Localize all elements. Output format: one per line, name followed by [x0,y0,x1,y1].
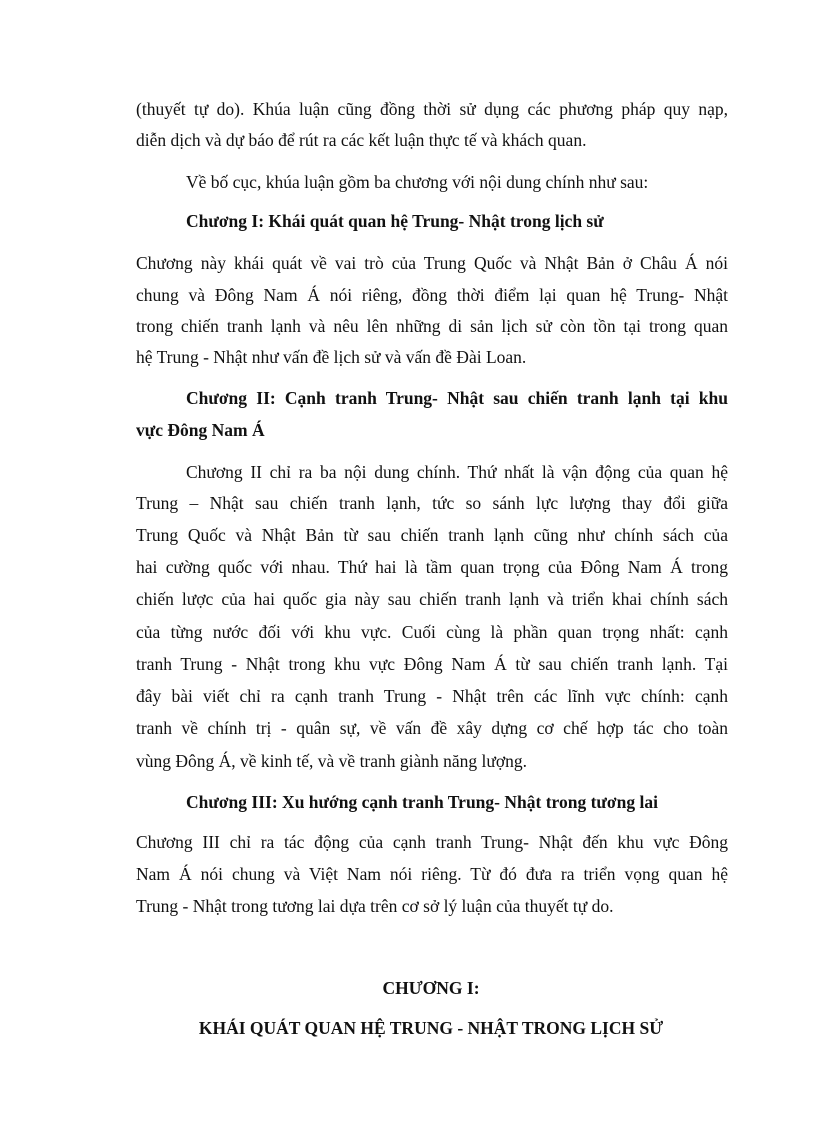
chapter-2-line-9: tranh về chính trị - quân sự, về vấn đề xây dựng cơ chế hợp tác cho toàn [136,718,728,738]
chapter-3-line-2: Nam Á nói chung và Việt Nam nói riêng. Từ đó đưa ra triển vọng quan hệ [136,864,728,884]
intro-line-2: diễn dịch và dự báo để rút ra các kết luận thực tế và khách quan. [136,130,587,150]
chapter-2-line-6: của từng nước đối với khu vực. Cuối cùng là phần quan trọng nhất: cạnh [136,622,728,642]
intro-line-3: Về bố cục, khúa luận gồm ba chương với nội dung chính như sau: [186,172,649,192]
chapter-2-heading-line-1: Chương II: Cạnh tranh Trung- Nhật sau chiến tranh lạnh tại khu [186,388,728,408]
chapter-1-line-3: trong chiến tranh lạnh và nêu lên những di sản lịch sử còn tồn tại trong quan [136,316,728,336]
chapter-2-line-1: Chương II chỉ ra ba nội dung chính. Thứ nhất là vận động của quan hệ [186,462,728,482]
chapter-2-line-10: vùng Đông Á, về kinh tế, và về tranh giành năng lượng. [136,751,528,771]
chapter-3-heading: Chương III: Xu hướng cạnh tranh Trung- Nhật trong tương lai [186,792,658,812]
chapter-2-line-2: Trung – Nhật sau chiến tranh lạnh, tức so sánh lực lượng thay đổi giữa [136,493,728,513]
chapter-3-line-3: Trung - Nhật trong tương lai dựa trên cơ sở lý luận của thuyết tự do. [136,896,614,916]
chapter-1-line-4: hệ Trung - Nhật như vấn đề lịch sử và vấn đề Đài Loan. [136,347,527,367]
chapter-2-line-5: chiến lược của hai quốc gia này sau chiến tranh lạnh và triển khai chính sách [136,589,728,609]
chapter-3-line-1: Chương III chỉ ra tác động của cạnh tranh Trung- Nhật đến khu vực Đông [136,832,728,852]
chapter-2-line-7: tranh Trung - Nhật trong khu vực Đông Nam Á từ sau chiến tranh lạnh. Tại [136,654,728,674]
next-chapter-title: KHÁI QUÁT QUAN HỆ TRUNG - NHẬT TRONG LỊCH SỬ [198,1018,664,1038]
chapter-2-line-4: hai cường quốc với nhau. Thứ hai là tầm quan trọng của Đông Nam Á trong [136,557,728,577]
intro-line-1: (thuyết tự do). Khúa luận cũng đồng thời sử dụng các phương pháp quy nạp, [136,99,728,119]
chapter-1-line-1: Chương này khái quát về vai trò của Trung Quốc và Nhật Bản ở Châu Á nói [136,253,728,273]
next-chapter-label: CHƯƠNG I: [382,978,480,998]
chapter-2-line-8: đây bài viết chỉ ra cạnh tranh Trung - Nhật trên các lĩnh vực chính: cạnh [136,686,728,706]
chapter-1-heading: Chương I: Khái quát quan hệ Trung- Nhật trong lịch sử [186,211,604,231]
chapter-1-line-2: chung và Đông Nam Á nói riêng, đồng thời điểm lại quan hệ Trung- Nhật [136,285,728,305]
chapter-2-heading-line-2: vực Đông Nam Á [136,420,265,440]
chapter-2-line-3: Trung Quốc và Nhật Bản từ sau chiến tranh lạnh cũng như chính sách của [136,525,728,545]
